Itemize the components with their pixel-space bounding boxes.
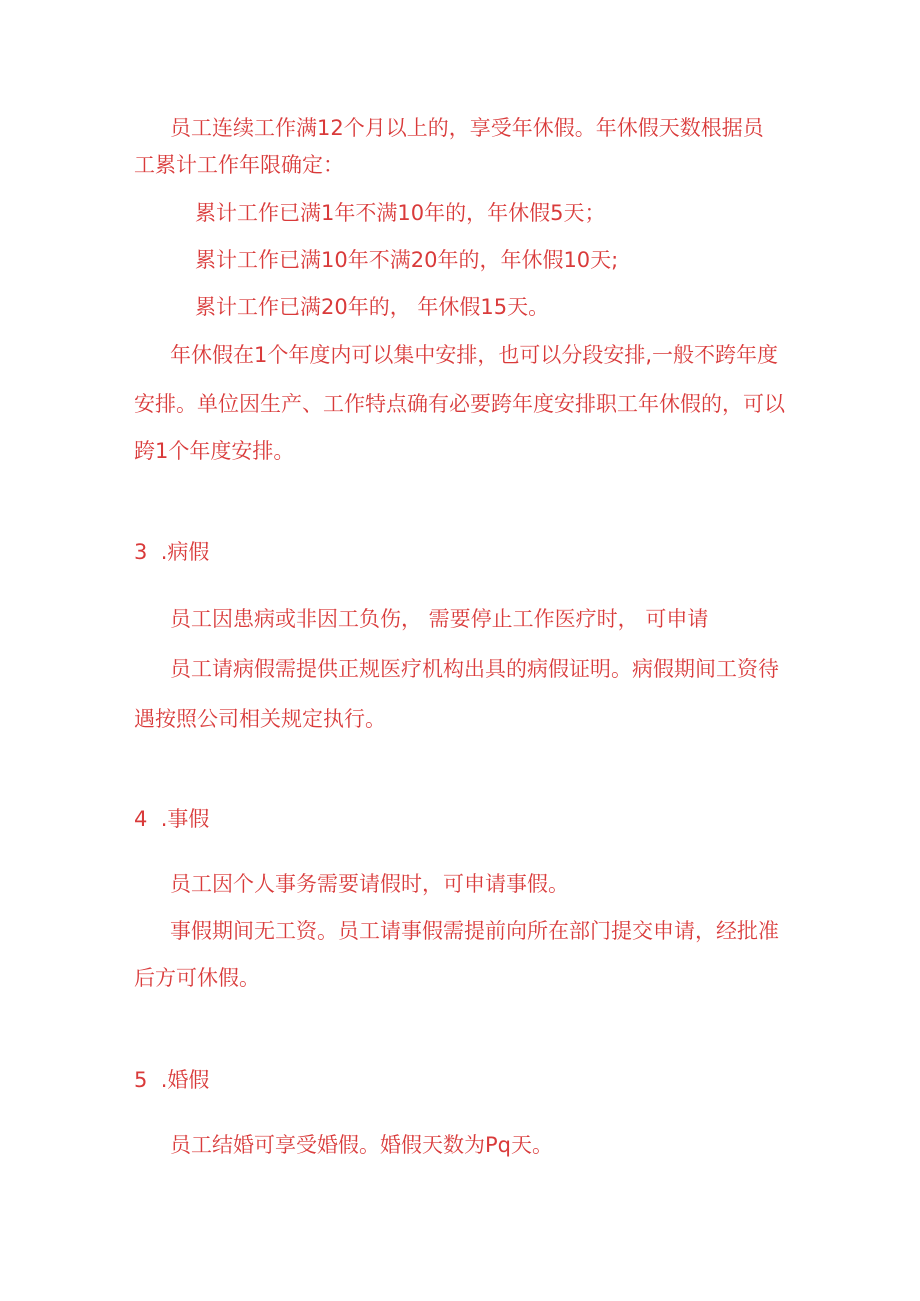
marriage-leave-para-1: 员工结婚可享受婚假。婚假天数为Pq天。 (170, 1133, 553, 1157)
sick-leave-para-2-line-2: 遇按照公司相关规定执行。 (134, 707, 386, 731)
sick-leave-para-1: 员工因患病或非因工负伤， 需要停止工作医疗时， 可申请 (170, 607, 709, 631)
annual-arrange-line-3: 跨1个年度安排。 (134, 439, 295, 463)
marriage-leave-heading: 5 .婚假 (134, 1068, 210, 1092)
annual-arrange-line-1: 年休假在1个年度内可以集中安排，也可以分段安排,一般不跨年度 (170, 343, 779, 367)
sick-leave-para-2-line-1: 员工请病假需提供正规医疗机构出具的病假证明。病假期间工资待 (170, 657, 779, 681)
annual-arrange-line-2: 安排。单位因生产、工作特点确有必要跨年度安排职工年休假的，可以 (134, 392, 785, 416)
personal-leave-para-2-line-1: 事假期间无工资。员工请事假需提前向所在部门提交申请，经批准 (170, 919, 779, 943)
annual-intro-line-2: 工累计工作年限确定： (134, 153, 344, 177)
annual-rule-2: 累计工作已满10年不满20年的，年休假10天; (195, 248, 619, 272)
personal-leave-para-2-line-2: 后方可休假。 (134, 966, 260, 990)
annual-rule-3: 累计工作已满20年的， 年休假15天。 (195, 295, 550, 319)
sick-leave-heading: 3 .病假 (134, 540, 210, 564)
annual-intro-line-1: 员工连续工作满12个月以上的，享受年休假。年休假天数根据员 (170, 116, 764, 140)
personal-leave-para-1: 员工因个人事务需要请假时，可申请事假。 (170, 872, 569, 896)
annual-rule-1: 累计工作已满1年不满10年的，年休假5天； (195, 201, 606, 225)
personal-leave-heading: 4 .事假 (134, 807, 210, 831)
